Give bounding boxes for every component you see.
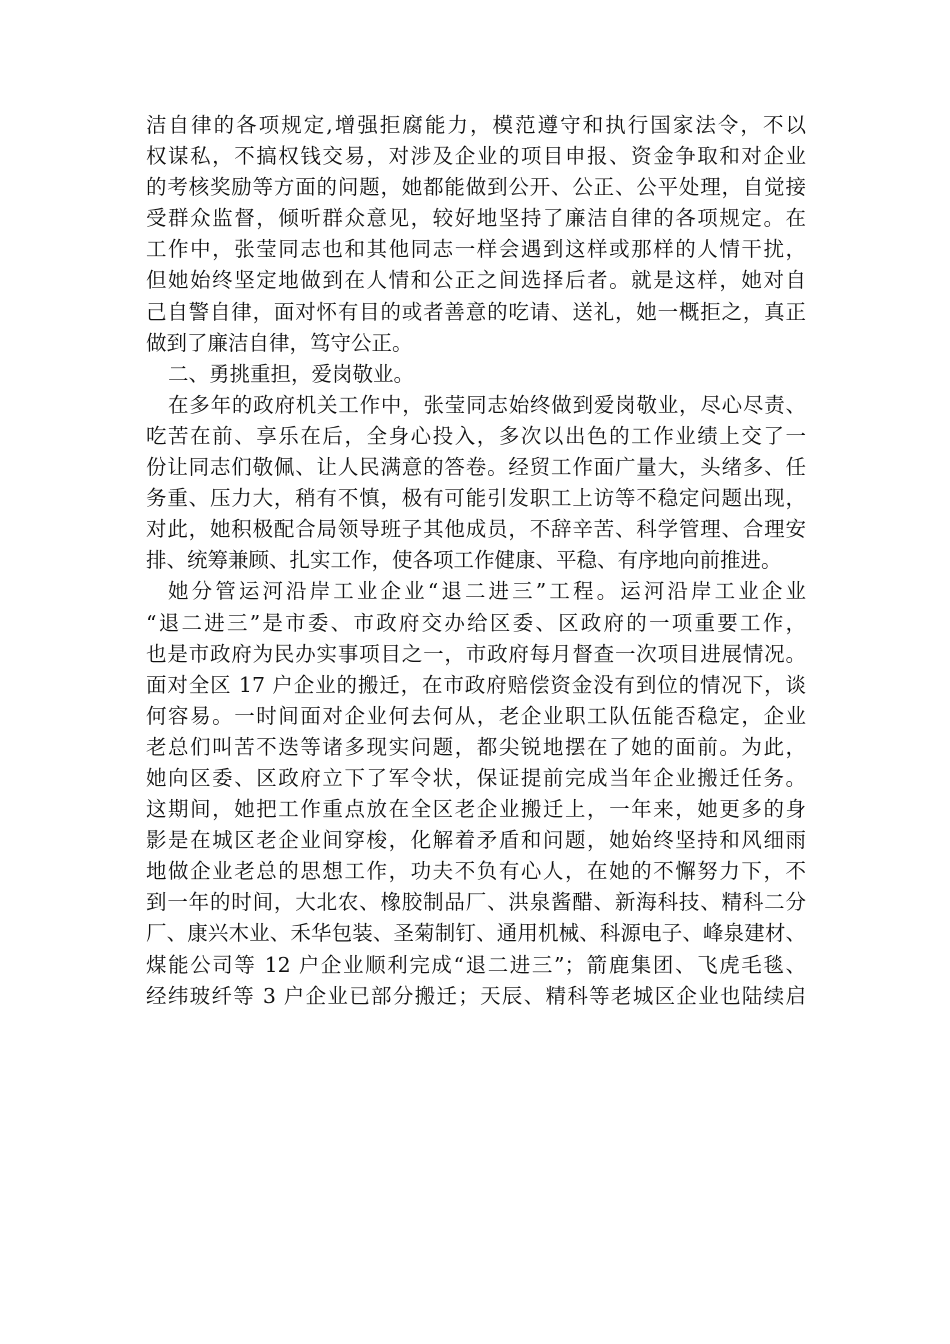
text-line: 吃苦在前、享乐在后，全身心投入，多次以出色的工作业绩上交了一 bbox=[146, 423, 806, 448]
text-line: 排、统筹兼顾、扎实工作，使各项工作健康、平稳、有序地向前推进。 bbox=[146, 548, 782, 573]
text-line: 经纬玻纤等 3 户企业已部分搬迁；天辰、精科等老城区企业也陆续启 bbox=[146, 983, 806, 1008]
text-line: 煤能公司等 12 户企业顺利完成“退二进三”；箭鹿集团、飞虎毛毯、 bbox=[146, 952, 806, 977]
text-line: 影是在城区老企业间穿梭，化解着矛盾和问题，她始终坚持和风细雨 bbox=[146, 828, 806, 853]
text-line: 对此，她积极配合局领导班子其他成员，不辞辛苦、科学管理、合理安 bbox=[146, 517, 806, 542]
text-line: 受群众监督，倾听群众意见，较好地坚持了廉洁自律的各项规定。在 bbox=[146, 206, 806, 231]
text-line: 这期间，她把工作重点放在全区老企业搬迁上，一年来，她更多的身 bbox=[146, 797, 806, 822]
text-line: 的考核奖励等方面的问题，她都能做到公开、公正、公平处理，自觉接 bbox=[146, 175, 806, 200]
text-line: 洁自律的各项规定,增强拒腐能力，模范遵守和执行国家法令，不以 bbox=[146, 113, 806, 137]
text-line: 她分管运河沿岸工业企业“退二进三”工程。运河沿岸工业企业 bbox=[168, 579, 806, 604]
text-line: 面对全区 17 户企业的搬迁，在市政府赔偿资金没有到位的情况下，谈 bbox=[146, 672, 806, 697]
text-line: 也是市政府为民办实事项目之一，市政府每月督查一次项目进展情况。 bbox=[146, 641, 806, 666]
text-line: 地做企业老总的思想工作，功夫不负有心人，在她的不懈努力下，不 bbox=[146, 859, 806, 884]
text-line: 在多年的政府机关工作中，张莹同志始终做到爱岗敬业，尽心尽责、 bbox=[168, 392, 806, 417]
text-line: 做到了廉洁自律，笃守公正。 bbox=[146, 330, 413, 355]
text-line: 己自警自律，面对怀有目的或者善意的吃请、送礼，她一概拒之，真正 bbox=[146, 299, 806, 324]
text-line: 老总们叫苦不迭等诸多现实问题，都尖锐地摆在了她的面前。为此， bbox=[146, 734, 806, 759]
document-body bbox=[146, 110, 806, 1012]
text-line: “退二进三”是市委、市政府交办给区委、区政府的一项重要工作， bbox=[146, 610, 806, 635]
text-line: 务重、压力大，稍有不慎，极有可能引发职工上访等不稳定问题出现， bbox=[146, 486, 806, 511]
text-line: 她向区委、区政府立下了军令状，保证提前完成当年企业搬迁任务。 bbox=[146, 765, 806, 790]
text-line: 份让同志们敬佩、让人民满意的答卷。经贸工作面广量大，头绪多、任 bbox=[146, 455, 806, 480]
text-line: 何容易。一时间面对企业何去何从，老企业职工队伍能否稳定，企业 bbox=[146, 703, 806, 728]
text-line: 到一年的时间，大北农、橡胶制品厂、洪泉酱醋、新海科技、精科二分 bbox=[146, 890, 806, 915]
text-line: 二、勇挑重担，爱岗敬业。 bbox=[168, 361, 414, 386]
text-line: 权谋私，不搞权钱交易，对涉及企业的项目申报、资金争取和对企业 bbox=[146, 144, 806, 169]
text-line: 工作中，张莹同志也和其他同志一样会遇到这样或那样的人情干扰， bbox=[146, 237, 806, 262]
text-line: 厂、康兴木业、禾华包装、圣菊制钉、通用机械、科源电子、峰泉建材、 bbox=[146, 921, 806, 946]
text-line: 但她始终坚定地做到在人情和公正之间选择后者。就是这样，她对自 bbox=[146, 268, 806, 293]
